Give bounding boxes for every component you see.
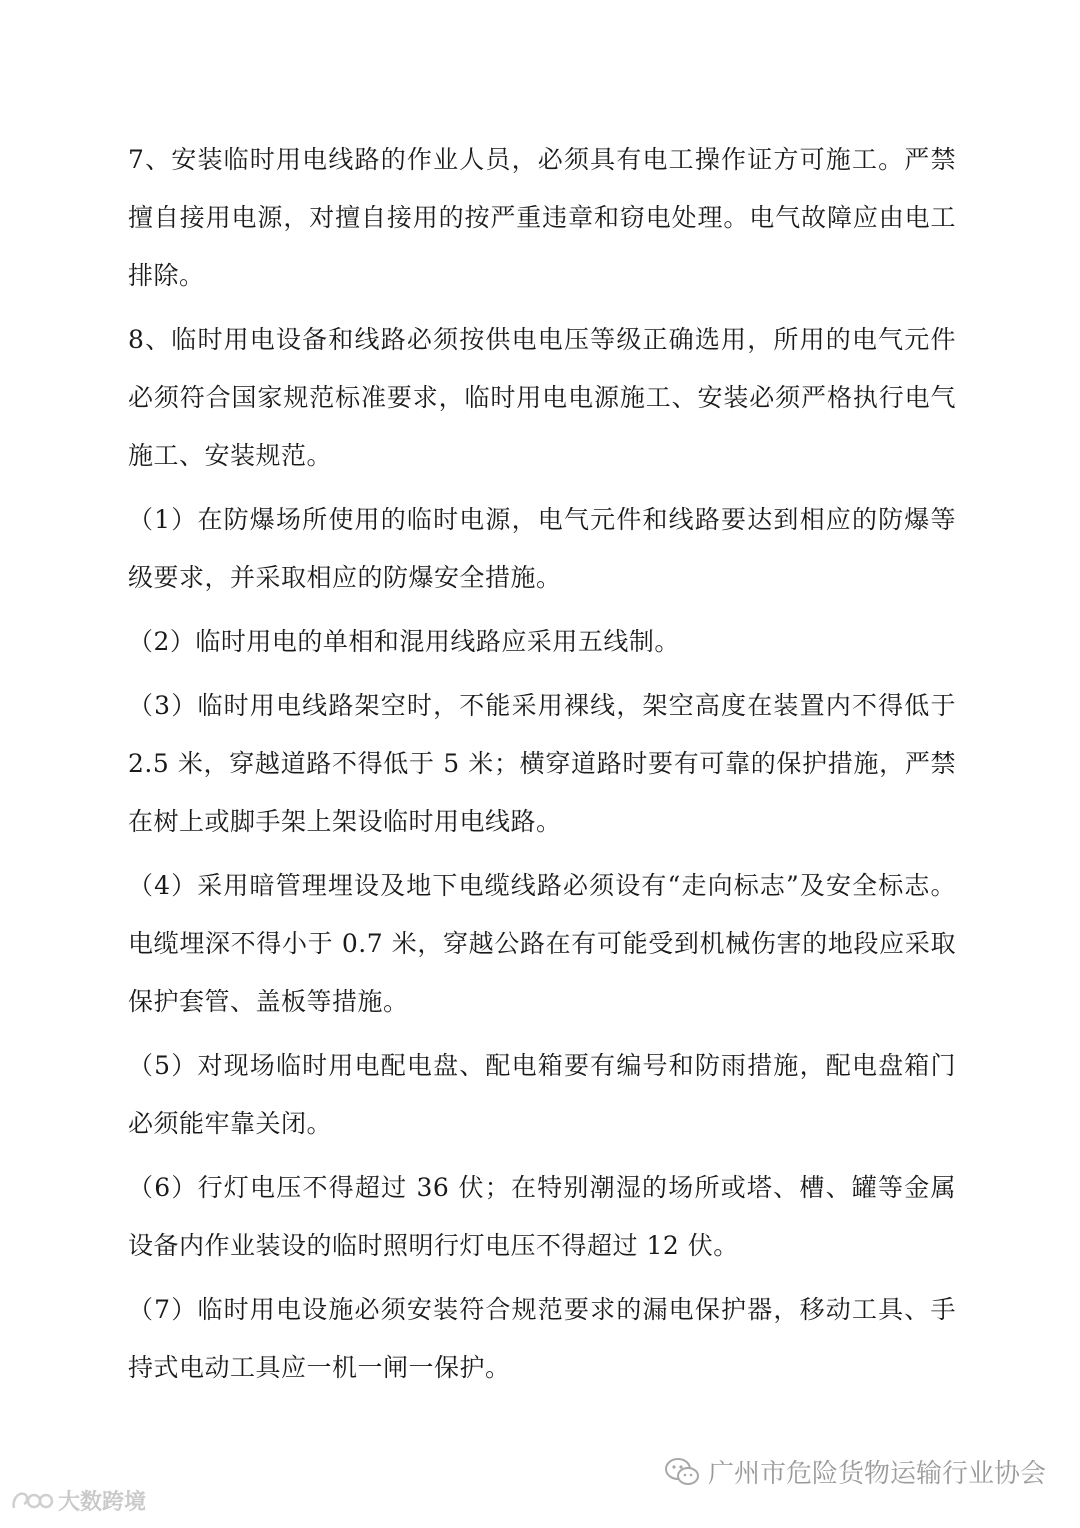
paragraph-8-6: （6）行灯电压不得超过 36 伏；在特别潮湿的场所或塔、槽、罐等金属设备内作业装设的临时照明行灯电压不得超过 12 伏。	[128, 1173, 956, 1260]
paragraph-7: 7、安装临时用电线路的作业人员，必须具有电工操作证方可施工。严禁擅自接用电源，对擅自接用的按严重违章和窃电处理。电气故障应由电工排除。	[128, 145, 956, 290]
paragraph-8-3: （3）临时用电线路架空时，不能采用裸线，架空高度在装置内不得低于 2.5 米，穿越道路不得低于 5 米；横穿道路时要有可靠的保护措施，严禁在树上或脚手架上架设临时用电线路。	[128, 691, 956, 836]
paragraph-8-2: （2）临时用电的单相和混用线路应采用五线制。	[128, 627, 680, 656]
paragraph-8: 8、临时用电设备和线路必须按供电电压等级正确选用，所用的电气元件必须符合国家规范标准要求，临时用电电源施工、安装必须严格执行电气施工、安装规范。	[128, 325, 956, 470]
document-body	[128, 131, 956, 1397]
wechat-icon	[664, 1457, 700, 1487]
brand-watermark	[10, 1485, 146, 1516]
paragraph-8-4: （4）采用暗管理埋设及地下电缆线路必须设有“走向标志”及安全标志。电缆埋深不得小于 0.7 米，穿越公路在有可能受到机械伤害的地段应采取保护套管、盖板等措施。	[128, 871, 956, 1016]
paragraph-8-5: （5）对现场临时用电配电盘、配电箱要有编号和防雨措施，配电盘箱门必须能牢靠关闭。	[128, 1051, 956, 1138]
paragraph-8-1: （1）在防爆场所使用的临时电源，电气元件和线路要达到相应的防爆等级要求，并采取相应的防爆安全措施。	[128, 505, 956, 592]
association-name: 广州市危险货物运输行业协会	[707, 1459, 1046, 1489]
paragraph-8-7: （7）临时用电设施必须安装符合规范要求的漏电保护器，移动工具、手持式电动工具应一机一闸一保护。	[128, 1295, 956, 1382]
brand-logo-icon	[10, 1488, 54, 1514]
association-watermark	[664, 1453, 1046, 1490]
brand-name: 大数跨境	[58, 1490, 147, 1515]
